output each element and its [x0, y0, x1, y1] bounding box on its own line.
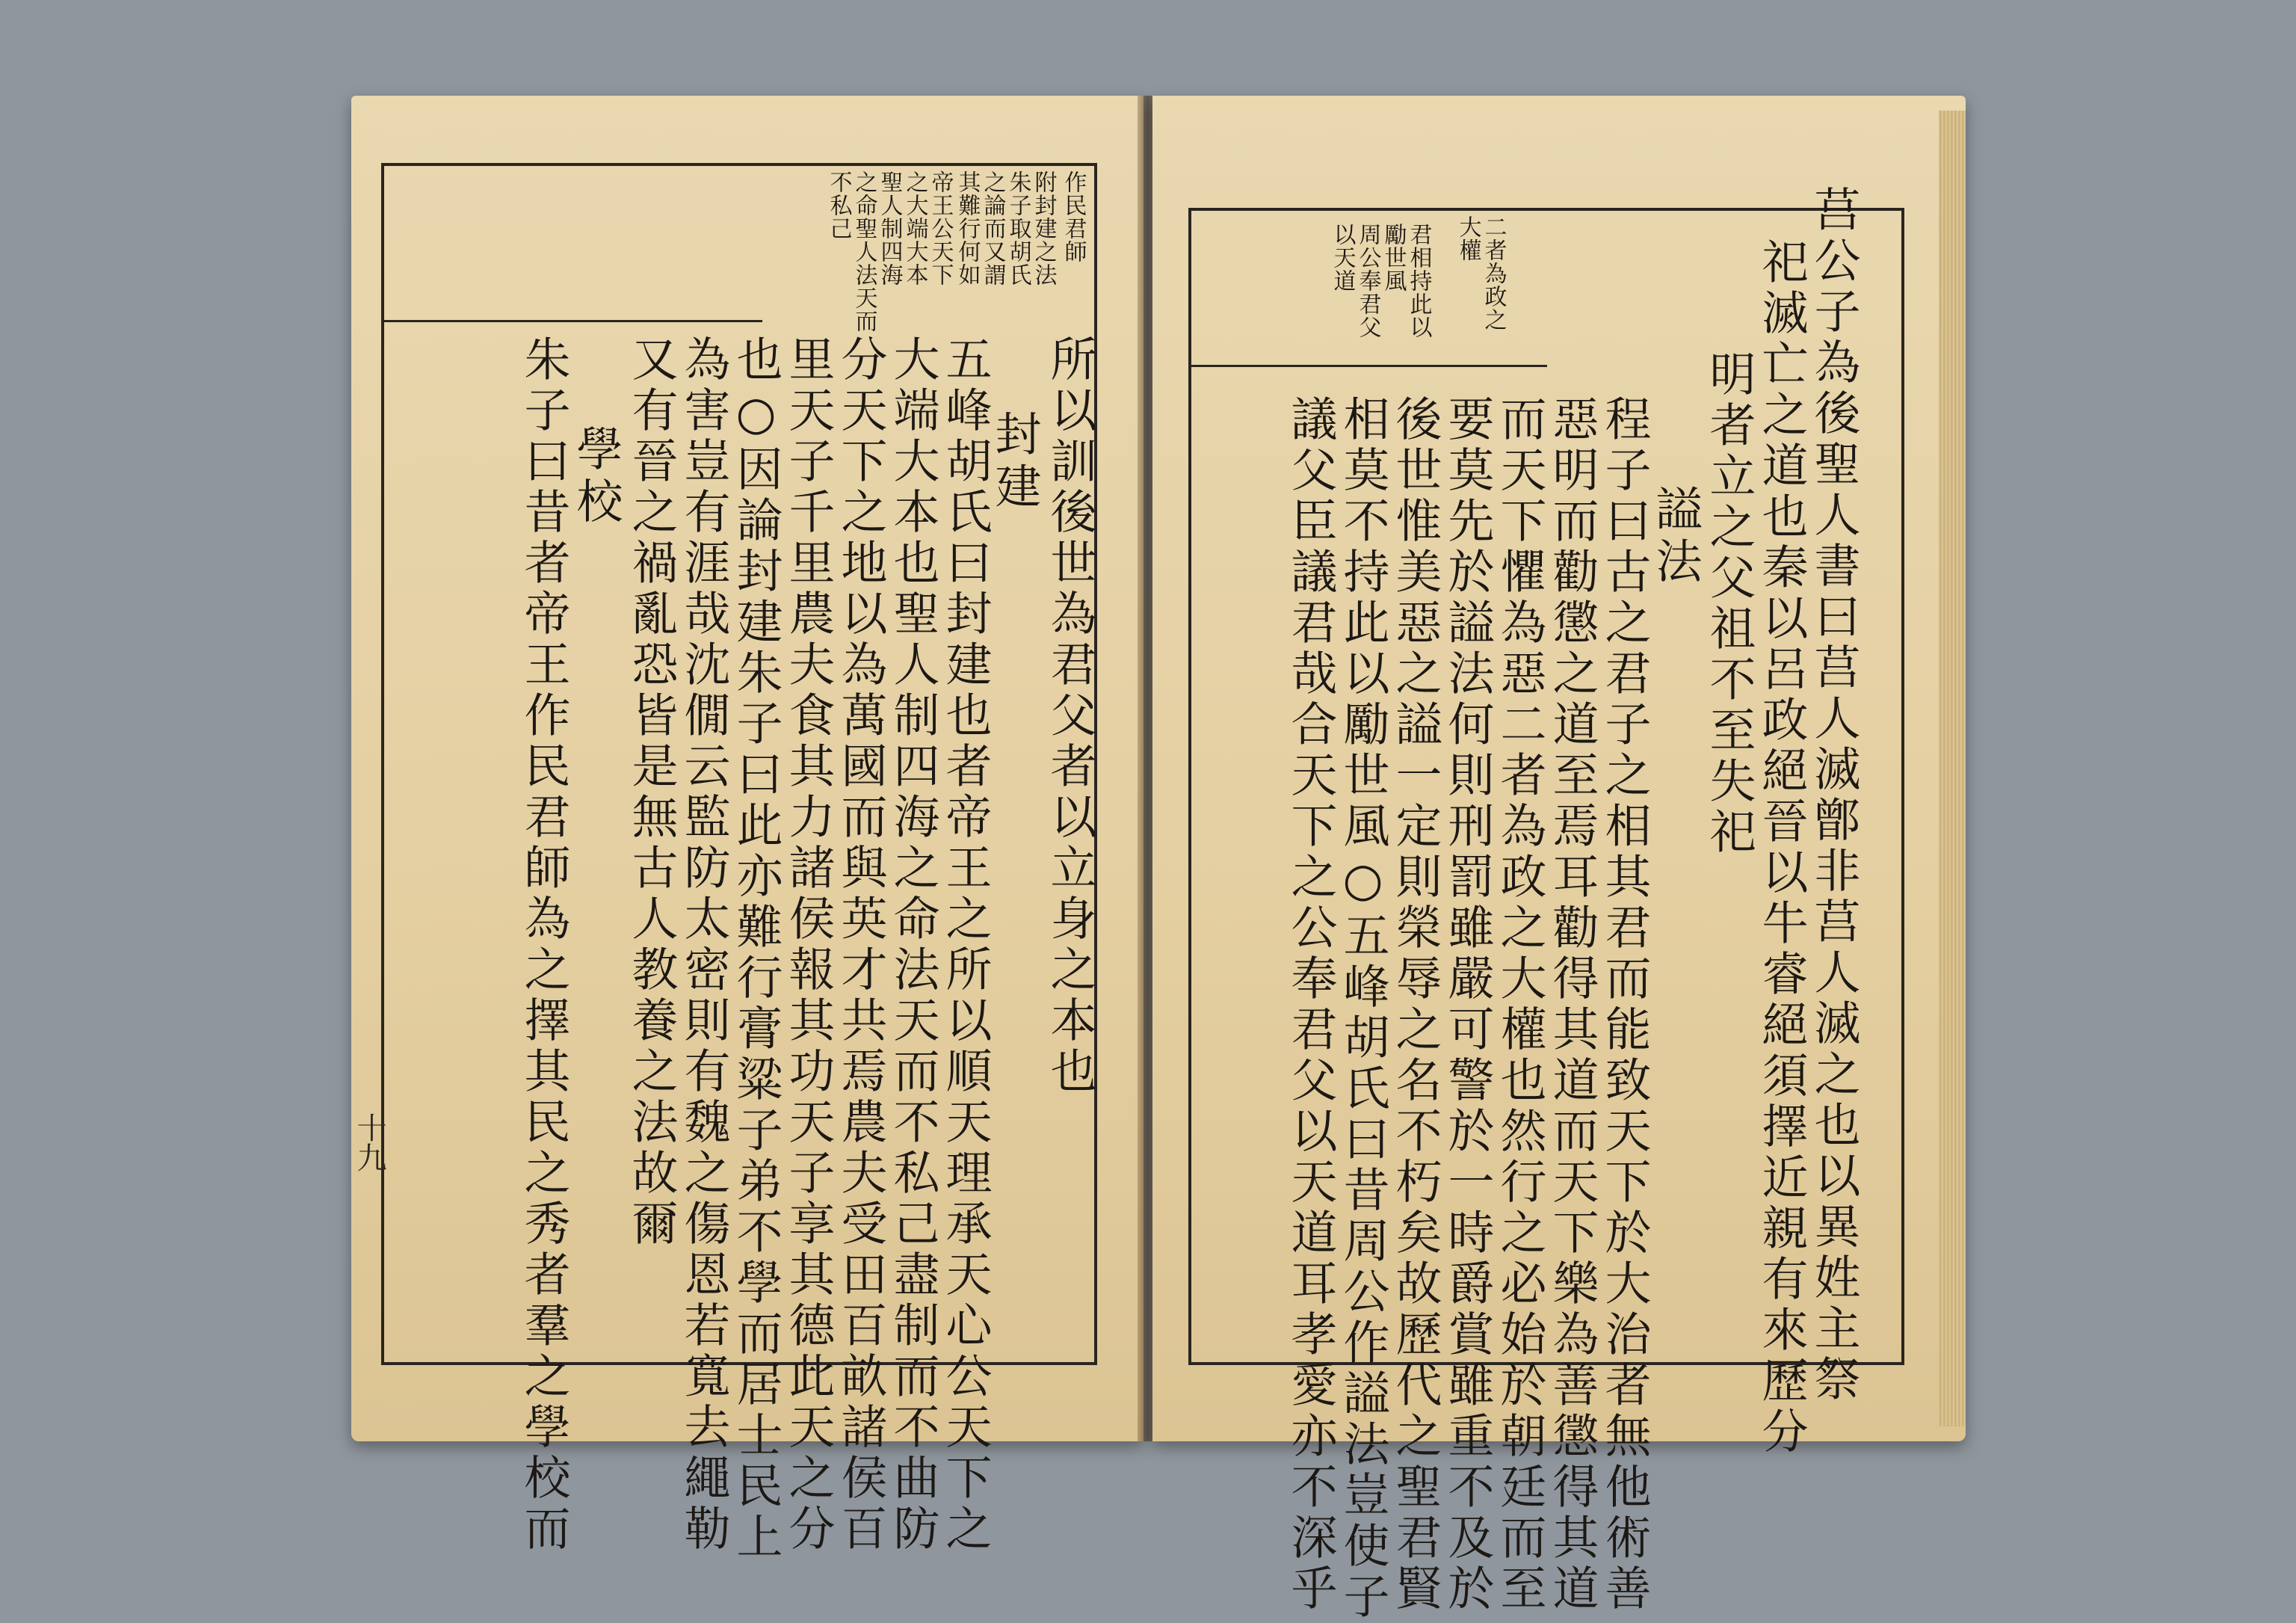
side-note: 之大端大本 — [901, 170, 928, 286]
side-note: 朱子取胡氏 — [1004, 170, 1031, 286]
text-column: 議父臣議君哉合天下之公奉君父以天道耳孝愛亦不深乎 — [1283, 395, 1338, 1615]
section-heading: 封建 — [987, 410, 1042, 514]
text-column: 後世惟美惡之謚一定則榮辱之名不朽矣故歷代之聖君賢 — [1388, 395, 1442, 1615]
side-note: 大權 — [1454, 215, 1481, 262]
text-column: 為害豈有涯哉沈僩云監防太密則有魏之傷恩若寬去繩勒 — [676, 335, 731, 1555]
page-folio: 十九 — [352, 1112, 386, 1172]
text-column: 祀滅亡之道也秦以呂政絕晉以牛睿絕須擇近親有來歷分 — [1754, 238, 1809, 1458]
text-column: 大端大本也聖人制四海之命法天而不私己盡制而不曲防 — [886, 335, 940, 1555]
side-note: 附封建之法 — [1030, 170, 1057, 286]
text-column: 而天下懼為惡二者為政之大權也然行之必始於朝廷而至 — [1493, 395, 1547, 1615]
text-column: 朱子曰昔者帝王作民君師為之擇其民之秀者羣之學校而 — [516, 335, 571, 1555]
text-column: 莒公子為後聖人書曰莒人滅鄫非莒人滅之也以異姓主祭 — [1806, 185, 1861, 1405]
side-note: 周公奉君父 — [1354, 223, 1381, 339]
right-notes-divider — [1188, 365, 1547, 367]
text-column: 相莫不持此以勵世風○五峰胡氏曰昔周公作謚法豈使子 — [1336, 395, 1390, 1623]
text-column: 五峰胡氏曰封建也者帝王之所以順天理承天心公天下之 — [938, 335, 993, 1555]
text-column: 分天下之地以為萬國而與英才共焉農夫受田百畝諸侯百 — [833, 335, 888, 1555]
text-column: 惡明而勸懲之道至焉耳勸得其道而天下樂為善懲得其道 — [1545, 395, 1599, 1615]
section-heading: 謚法 — [1648, 484, 1703, 589]
side-note: 之命聖人法天而 — [851, 170, 877, 333]
side-note: 君相持此以 — [1405, 223, 1432, 339]
right-page — [1152, 96, 1966, 1623]
side-note: 以天道 — [1329, 223, 1356, 292]
left-page — [351, 96, 1144, 1563]
text-column: 里天子千里農夫食其力諸侯報其功天子享其德此天之分 — [781, 335, 836, 1555]
side-note: 帝王公天下 — [927, 170, 954, 286]
side-note: 不私己 — [825, 170, 852, 240]
side-note: 之論而又謂 — [979, 170, 1006, 286]
text-column: 又有晉之禍亂恐皆是無古人教養之法故爾 — [624, 335, 679, 1250]
text-column: 程子曰古之君子之相其君而能致天下於大治者無他術善 — [1597, 395, 1652, 1615]
text-column: 也○因論封建朱子曰此亦難行膏粱子弟不學而居士民上 — [729, 335, 783, 1563]
left-notes-divider — [381, 320, 762, 322]
open-book — [351, 96, 1966, 1623]
side-note: 勵世風 — [1380, 223, 1407, 292]
text-column: 要莫先於謚法何則刑罰雖嚴可警於一時爵賞雖重不及於 — [1440, 395, 1495, 1615]
side-note: 其難行何如 — [954, 170, 981, 286]
text-column: 明者立之父祖不至失祀 — [1702, 350, 1756, 858]
side-note: 聖人制四海 — [876, 170, 903, 286]
side-note: 二者為政之 — [1480, 215, 1507, 331]
side-note: 作民君師 — [1060, 170, 1087, 263]
section-heading: 學校 — [569, 425, 623, 529]
text-column: 所以訓後世為君父者以立身之本也 — [1043, 335, 1097, 1097]
